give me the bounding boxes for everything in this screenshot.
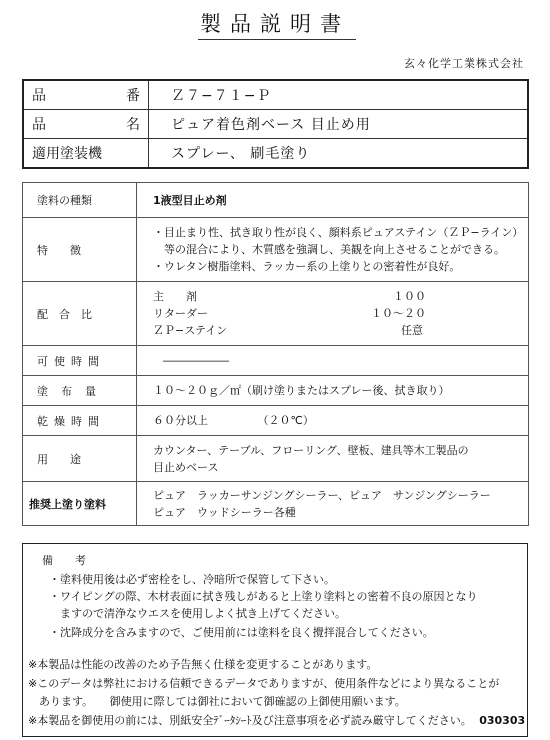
spec-label <box>23 406 137 436</box>
footer-line <box>28 712 525 728</box>
coverage: １０〜２０ｇ／㎡（刷け塗りまたはスプレー後、拭き取り） <box>137 376 529 406</box>
drying-temp: （２０℃） <box>257 414 314 427</box>
footer-line: ※本製品は性能の改善のため予告無く仕様を変更することがあります。 <box>28 658 378 671</box>
label-part: 品 <box>32 117 46 133</box>
applicable-equipment: スプレー、 刷毛塗り <box>149 139 529 169</box>
mix-item-name: 主 剤 <box>153 290 197 303</box>
spec-label: 特 徴 <box>23 218 137 282</box>
product-name: ピュア着色剤ベース 目止め用 <box>149 110 529 139</box>
table-row <box>23 436 529 482</box>
feature-line: 等の混合により、木質感を強調し、美観を向上させることができる。 <box>153 243 505 256</box>
coverage-label: 塗布量 <box>37 384 109 398</box>
mix-item-name: ＺＰ−ステイン <box>153 324 228 337</box>
mix-ratio <box>153 288 518 339</box>
note-line: ・ワイピングの際、木材表面に拭き残しがあると上塗り塗料との密着不良の原因となり <box>49 590 478 603</box>
spec-label: 配 合 比 <box>23 282 137 346</box>
mix-item-amount: 任意 <box>401 324 423 337</box>
table-row <box>23 406 529 436</box>
doc-code: 030303 <box>479 714 526 727</box>
table-row <box>23 218 529 282</box>
company-name: 玄々化学工業株式会社 <box>404 57 524 70</box>
footer-line: ※このデータは弊社における信頼できるデータでありますが、使用条件などにより異なることが <box>28 677 500 690</box>
note-line: ますので清浄なウエスを使用しよく拭き上げてください。 <box>49 607 346 620</box>
spec-label <box>23 376 137 406</box>
pot-life: ―――――― <box>137 346 529 376</box>
note-line: ・塗料使用後は必ず密栓をし、冷暗所で保管して下さい。 <box>49 573 335 586</box>
spec-label: 塗料の種類 <box>23 183 137 218</box>
footer-line: あります。 御使用に際しては御社において御確認の上御使用願います。 <box>28 695 406 708</box>
mix-item-name: リターダー <box>153 307 208 320</box>
usage-line: カウンター、テーブル、フローリング、壁板、建具等木工製品の <box>153 443 469 457</box>
paint-type: 1液型目止め剤 <box>137 183 529 218</box>
topcoat-line: ピュア ウッドシーラー各種 <box>153 505 296 519</box>
spec-table <box>22 182 529 526</box>
table-row <box>23 183 529 218</box>
feature-line: ・ウレタン樹脂塗料、ラッカー系の上塗りとの密着性が良好。 <box>153 260 461 273</box>
table-row <box>23 482 529 526</box>
table-row <box>23 80 528 110</box>
mix-item-amount: １０〜２０ <box>371 307 426 320</box>
table-row <box>23 346 529 376</box>
title-underline <box>198 39 356 40</box>
page-title: 製品説明書 <box>200 12 350 36</box>
drying-time: ６０分以上 <box>153 414 208 427</box>
usage-line: 目止めベース <box>153 460 219 474</box>
label-part: 番 <box>126 88 140 104</box>
drying-label: 乾燥時間 <box>37 414 105 428</box>
notes-title: 備 考 <box>42 554 86 567</box>
note-line: ・沈降成分を含みますので、ご使用前には塗料を良く攪拌混合してください。 <box>49 626 434 639</box>
label-part: 品 <box>32 88 46 104</box>
table-row <box>23 139 528 169</box>
applicable-equipment-label: 適用塗装機 <box>23 139 149 169</box>
spec-label: 用 途 <box>23 436 137 482</box>
table-row <box>23 110 528 139</box>
notes-box <box>22 543 528 737</box>
mix-item-amount: １００ <box>393 290 426 303</box>
spec-label <box>23 346 137 376</box>
footer-text: ※本製品を御使用の前には、別紙安全ﾃﾞｰﾀｼｰﾄ及び注意事項を必ず読み厳守してください。 <box>28 714 472 727</box>
pot-life-label: 可使時間 <box>37 354 105 368</box>
product-table <box>22 79 529 169</box>
feature-line: ・目止まり性、拭き取り性が良く、顔料系ピュアステイン（ＺＰ−ライン） <box>153 226 524 239</box>
product-code: Ｚ７−７１−Ｐ <box>149 80 529 110</box>
spec-label: 推奨上塗り塗料 <box>23 482 137 526</box>
table-row <box>23 376 529 406</box>
topcoat-line: ピュア ラッカーサンジングシーラー、ピュア サンジングシーラー <box>153 488 491 502</box>
label-part: 名 <box>126 117 140 133</box>
table-row <box>23 282 529 346</box>
